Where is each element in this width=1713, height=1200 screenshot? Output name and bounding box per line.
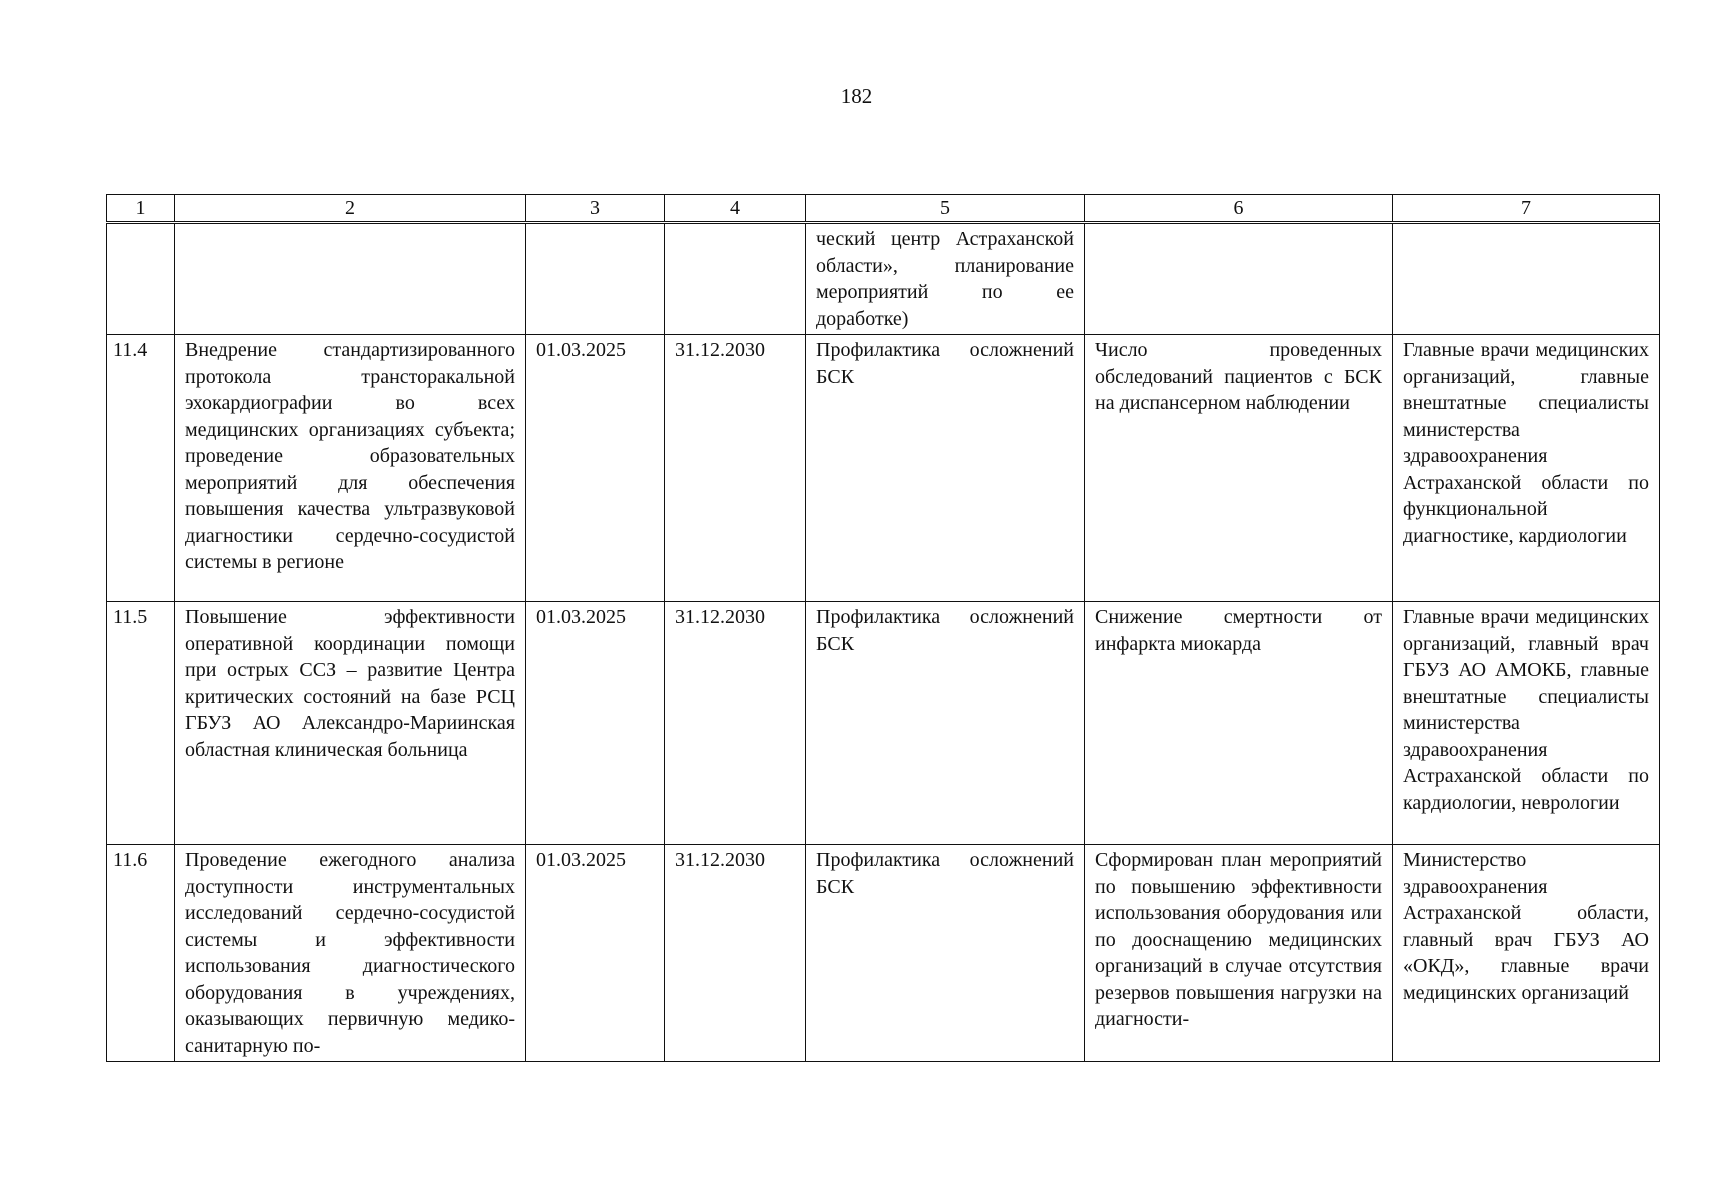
end-date-cell: 31.12.2030 xyxy=(665,602,806,845)
goal-cell: Профилактика осложнений БСК xyxy=(806,335,1085,602)
column-header-3: 3 xyxy=(526,195,665,223)
responsible-cell: Главные врачи медицинских организаций, главный врач ГБУЗ АО АМОКБ, главные внештатные специалисты министерства здравоохранения Астраханской области по кардиологии, неврологии xyxy=(1393,602,1660,845)
start-date-cell: 01.03.2025 xyxy=(526,845,665,1062)
indicator-cell: Число проведенных обследований пациентов с БСК на диспансерном наблюдении xyxy=(1085,335,1393,602)
responsible-cell xyxy=(1393,223,1660,335)
table-row xyxy=(107,845,1660,1062)
page-number: 182 xyxy=(840,84,873,108)
table-row xyxy=(107,335,1660,602)
end-date-cell: 31.12.2030 xyxy=(665,335,806,602)
responsible-cell: Главные врачи медицинских организаций, главные внештатные специалисты министерства здравоохранения Астраханской области по функциональной диагностике, кардиологии xyxy=(1393,335,1660,602)
column-header-6: 6 xyxy=(1085,195,1393,223)
column-header-5: 5 xyxy=(806,195,1085,223)
measure-cell: Внедрение стандартизированного протокола трансторакальной эхокардиографии во всех медицинских организациях субъекта; проведение образовательных мероприятий для обеспечения повышения качества ультразвуковой диагностики сердечно-сосудистой системы в регионе xyxy=(175,335,526,602)
row-number: 11.6 xyxy=(107,845,175,1062)
indicator-cell xyxy=(1085,223,1393,335)
column-header-2: 2 xyxy=(175,195,526,223)
end-date-cell: 31.12.2030 xyxy=(665,845,806,1062)
plan-table xyxy=(106,194,1660,1062)
responsible-cell: Министерство здравоохранения Астраханской области, главный врач ГБУЗ АО «ОКД», главные врачи медицинских организаций xyxy=(1393,845,1660,1062)
row-number: 11.4 xyxy=(107,335,175,602)
goal-cell: Профилактика осложнений БСК xyxy=(806,602,1085,845)
goal-cell: ческий центр Астраханской области», планирование мероприятий по ее доработке) xyxy=(806,223,1085,335)
end-date-cell xyxy=(665,223,806,335)
goal-cell: Профилактика осложнений БСК xyxy=(806,845,1085,1062)
measure-cell xyxy=(175,223,526,335)
row-number xyxy=(107,223,175,335)
start-date-cell: 01.03.2025 xyxy=(526,335,665,602)
start-date-cell xyxy=(526,223,665,335)
table-header-row xyxy=(107,195,1660,223)
measure-cell: Проведение ежегодного анализа доступности инструментальных исследований сердечно-сосудистой системы и эффективности использования диагностического оборудования в учреждениях, оказывающих первичную медико-санитарную по- xyxy=(175,845,526,1062)
column-header-4: 4 xyxy=(665,195,806,223)
table-row xyxy=(107,602,1660,845)
column-header-1: 1 xyxy=(107,195,175,223)
column-header-7: 7 xyxy=(1393,195,1660,223)
start-date-cell: 01.03.2025 xyxy=(526,602,665,845)
measure-cell: Повышение эффективности оперативной координации помощи при острых ССЗ – развитие Центра критических состояний на базе РСЦ ГБУЗ АО Александро-Мариинская областная клиническая больница xyxy=(175,602,526,845)
row-number: 11.5 xyxy=(107,602,175,845)
indicator-cell: Снижение смертности от инфаркта миокарда xyxy=(1085,602,1393,845)
table-row xyxy=(107,223,1660,335)
indicator-cell: Сформирован план мероприятий по повышению эффективности использования оборудования или по дооснащению медицинских организаций в случае отсутствия резервов повышения нагрузки на диагности- xyxy=(1085,845,1393,1062)
